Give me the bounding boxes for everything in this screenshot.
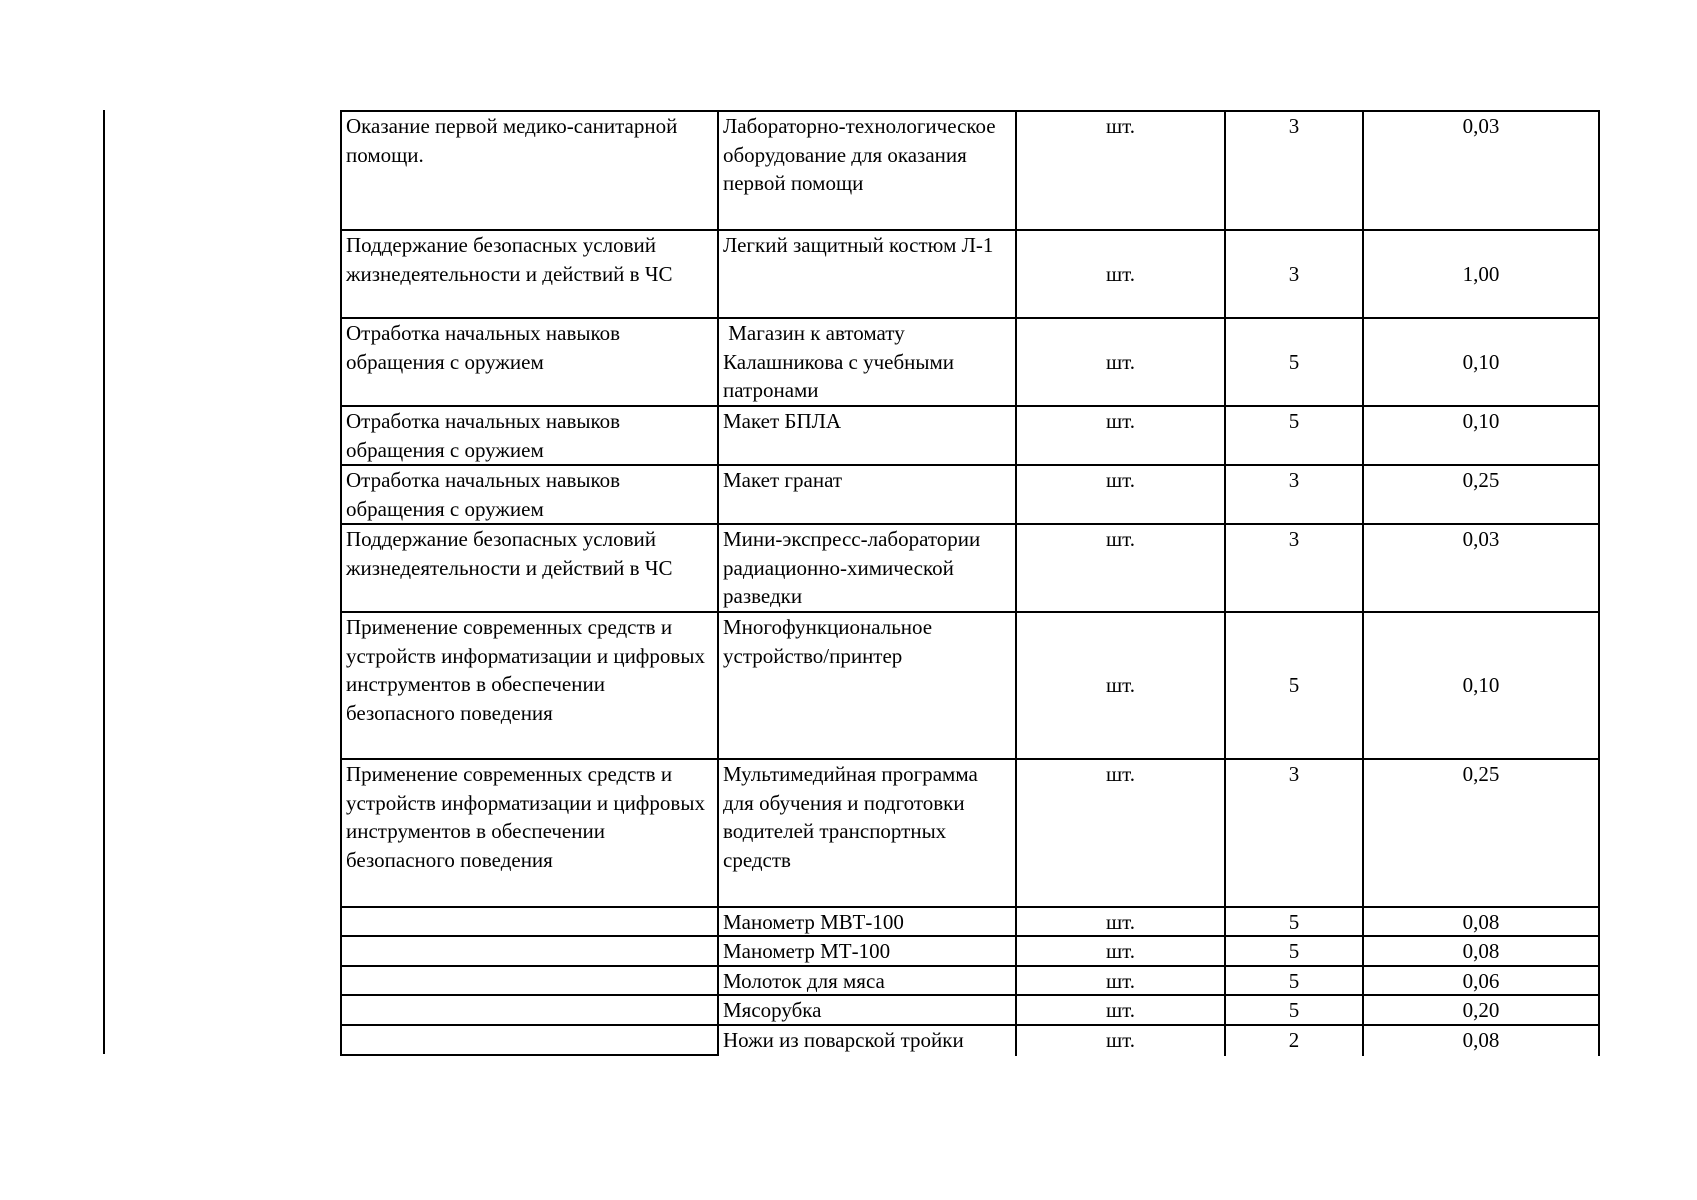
cell-equipment: Лабораторно-технологическое оборудование для оказания первой помощи [723, 114, 1001, 195]
cell-equipment: Макет гранат [723, 468, 843, 492]
cell-value: 0,25 [1462, 468, 1500, 492]
cell-qty: 5 [1288, 350, 1300, 374]
cell-qty: 3 [1288, 114, 1300, 138]
table-rule-horizontal [340, 935, 1600, 937]
table-rule-horizontal [340, 1054, 719, 1056]
cell-qty: 5 [1288, 939, 1300, 963]
cell-equipment: Мясорубка [723, 998, 822, 1022]
table-rule-vertical [1598, 110, 1600, 1056]
cell-value: 0,03 [1462, 114, 1500, 138]
table-rule-horizontal [340, 523, 1600, 525]
table-rule-vertical [1362, 110, 1364, 1056]
cell-unit: шт. [1105, 910, 1136, 934]
cell-qty: 5 [1288, 910, 1300, 934]
cell-qty: 5 [1288, 409, 1300, 433]
table-rule-horizontal [340, 906, 1600, 908]
cell-equipment: Легкий защитный костюм Л-1 [723, 233, 994, 257]
cell-value: 0,20 [1462, 998, 1500, 1022]
table-rule-horizontal [340, 110, 1600, 112]
table-rule-horizontal [340, 405, 1600, 407]
table-rule-horizontal [340, 758, 1600, 760]
cell-activity [342, 908, 717, 935]
cell-value: 0,08 [1462, 910, 1500, 934]
cell-activity [342, 1026, 717, 1054]
cell-equipment: Ножи из поварской тройки [723, 1028, 964, 1052]
cell-activity: Отработка начальных навыков обращения с оружием [346, 321, 621, 374]
cell-equipment: Мультимедийная программа для обучения и подготовки водителей транспортных средств [723, 762, 984, 872]
table-rule-vertical [1224, 110, 1226, 1056]
cell-value: 0,25 [1462, 762, 1500, 786]
cell-activity: Применение современных средств и устройств информатизации и цифровых инструментов в обеспечении безопасного поведения [346, 762, 705, 872]
table-rule-horizontal [340, 229, 1600, 231]
cell-activity: Оказание первой медико-санитарной помощи. [346, 114, 678, 167]
cell-unit: шт. [1105, 527, 1136, 551]
cell-value: 0,10 [1462, 673, 1500, 697]
cell-value: 1,00 [1462, 262, 1500, 286]
cell-unit: шт. [1105, 969, 1136, 993]
cell-qty: 5 [1288, 673, 1300, 697]
cell-equipment: Манометр МТ-100 [723, 939, 891, 963]
cell-qty: 5 [1288, 969, 1300, 993]
cell-qty: 3 [1288, 262, 1300, 286]
cell-qty: 2 [1288, 1028, 1300, 1052]
cell-value: 0,10 [1462, 350, 1500, 374]
cell-unit: шт. [1105, 262, 1136, 286]
cell-value: 0,10 [1462, 409, 1500, 433]
cell-qty: 3 [1288, 762, 1300, 786]
table-rule-horizontal [340, 317, 1600, 319]
cell-value: 0,08 [1462, 1028, 1500, 1052]
cell-unit: шт. [1105, 998, 1136, 1022]
cell-unit: шт. [1105, 350, 1136, 374]
cell-unit: шт. [1105, 468, 1136, 492]
cell-activity [342, 937, 717, 965]
cell-unit: шт. [1105, 673, 1136, 697]
table-rule-horizontal [340, 965, 1600, 967]
cell-value: 0,06 [1462, 969, 1500, 993]
cell-equipment: Молоток для мяса [723, 969, 885, 993]
cell-equipment: Манометр МВТ-100 [723, 910, 904, 934]
table-rule-vertical [717, 110, 719, 1056]
cell-activity: Применение современных средств и устройств информатизации и цифровых инструментов в обеспечении безопасного поведения [346, 615, 705, 725]
table-rule-horizontal [340, 464, 1600, 466]
cell-qty: 3 [1288, 527, 1300, 551]
table-rule-vertical [1015, 110, 1017, 1056]
cell-qty: 3 [1288, 468, 1300, 492]
cell-qty: 5 [1288, 998, 1300, 1022]
cell-unit: шт. [1105, 409, 1136, 433]
cell-activity: Отработка начальных навыков обращения с оружием [346, 468, 621, 521]
cell-equipment: Магазин к автомату Калашникова с учебными патронами [723, 321, 960, 402]
cell-equipment: Многофункциональное устройство/принтер [723, 615, 938, 668]
cell-equipment: Макет БПЛА [723, 409, 842, 433]
table-rule-vertical [340, 110, 342, 1056]
cell-equipment: Мини-экспресс-лаборатории радиационно-химической разведки [723, 527, 986, 608]
cell-unit: шт. [1105, 1028, 1136, 1052]
table-rule-horizontal [340, 1024, 1600, 1026]
cell-activity [342, 967, 717, 994]
cell-value: 0,03 [1462, 527, 1500, 551]
cell-unit: шт. [1105, 762, 1136, 786]
table-rule-horizontal [340, 994, 1600, 996]
cell-unit: шт. [1105, 114, 1136, 138]
cell-activity: Поддержание безопасных условий жизнедеятельности и действий в ЧС [346, 233, 673, 286]
cell-activity: Поддержание безопасных условий жизнедеятельности и действий в ЧС [346, 527, 673, 580]
cell-activity [342, 996, 717, 1024]
cell-value: 0,08 [1462, 939, 1500, 963]
cell-unit: шт. [1105, 939, 1136, 963]
table-rule-horizontal [340, 611, 1600, 613]
cell-activity: Отработка начальных навыков обращения с оружием [346, 409, 621, 462]
